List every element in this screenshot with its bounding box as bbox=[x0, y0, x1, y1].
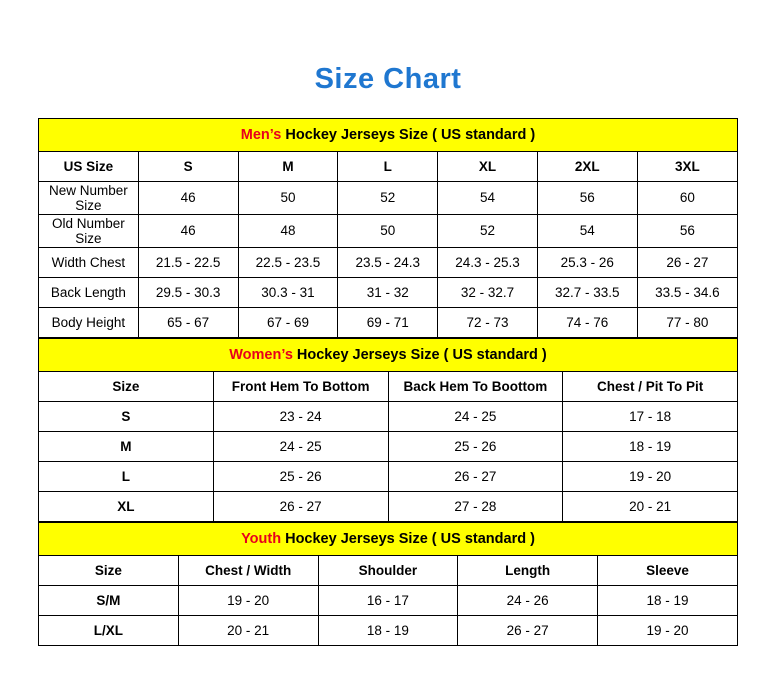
table-row bbox=[39, 181, 738, 214]
mens-row-0-label: New Number Size bbox=[39, 181, 139, 214]
table-row bbox=[39, 401, 738, 431]
womens-row-3-label: XL bbox=[39, 491, 214, 521]
mens-row-1-cell-4: 54 bbox=[537, 214, 637, 247]
womens-col-0: Size bbox=[39, 371, 214, 401]
table-header-row bbox=[39, 151, 738, 181]
mens-row-2-cell-4: 25.3 - 26 bbox=[537, 247, 637, 277]
mens-col-6: 3XL bbox=[637, 151, 737, 181]
mens-col-1: S bbox=[138, 151, 238, 181]
womens-row-1-cell-0: 24 - 25 bbox=[213, 431, 388, 461]
table-section-header-row bbox=[39, 338, 738, 371]
youth-heading-accent: Youth bbox=[241, 530, 282, 547]
mens-row-0-cell-3: 54 bbox=[438, 181, 538, 214]
youth-row-1-cell-3: 19 - 20 bbox=[598, 615, 738, 645]
page-title: Size Chart bbox=[314, 63, 462, 95]
mens-row-4-cell-2: 69 - 71 bbox=[338, 307, 438, 337]
tables-container bbox=[38, 118, 738, 646]
youth-col-0: Size bbox=[39, 555, 179, 585]
mens-row-1-cell-0: 46 bbox=[138, 214, 238, 247]
mens-row-4-cell-5: 77 - 80 bbox=[637, 307, 737, 337]
mens-section-heading bbox=[39, 118, 738, 151]
table-section-header-row bbox=[39, 522, 738, 555]
youth-row-1-cell-0: 20 - 21 bbox=[178, 615, 318, 645]
womens-row-0-cell-2: 17 - 18 bbox=[563, 401, 738, 431]
mens-row-0-cell-2: 52 bbox=[338, 181, 438, 214]
womens-row-0-label: S bbox=[39, 401, 214, 431]
mens-row-2-cell-5: 26 - 27 bbox=[637, 247, 737, 277]
womens-row-1-label: M bbox=[39, 431, 214, 461]
womens-row-1-cell-1: 25 - 26 bbox=[388, 431, 563, 461]
mens-row-1-cell-2: 50 bbox=[338, 214, 438, 247]
youth-row-1-cell-2: 26 - 27 bbox=[458, 615, 598, 645]
womens-row-3-cell-2: 20 - 21 bbox=[563, 491, 738, 521]
mens-heading-rest: Hockey Jerseys Size ( US standard ) bbox=[281, 126, 536, 143]
youth-row-1-label: L/XL bbox=[39, 615, 179, 645]
mens-row-3-label: Back Length bbox=[39, 277, 139, 307]
youth-row-0-label: S/M bbox=[39, 585, 179, 615]
youth-row-0-cell-2: 24 - 26 bbox=[458, 585, 598, 615]
table-header-row bbox=[39, 555, 738, 585]
table-row bbox=[39, 491, 738, 521]
mens-col-4: XL bbox=[438, 151, 538, 181]
mens-row-0-cell-0: 46 bbox=[138, 181, 238, 214]
womens-row-3-cell-1: 27 - 28 bbox=[388, 491, 563, 521]
mens-row-0-cell-5: 60 bbox=[637, 181, 737, 214]
table-row bbox=[39, 461, 738, 491]
table-row bbox=[39, 247, 738, 277]
mens-row-3-cell-1: 30.3 - 31 bbox=[238, 277, 338, 307]
mens-row-3-cell-5: 33.5 - 34.6 bbox=[637, 277, 737, 307]
womens-row-2-label: L bbox=[39, 461, 214, 491]
table-row bbox=[39, 615, 738, 645]
table-row bbox=[39, 585, 738, 615]
womens-heading-accent: Women’s bbox=[229, 346, 293, 363]
womens-row-1-cell-2: 18 - 19 bbox=[563, 431, 738, 461]
mens-col-3: L bbox=[338, 151, 438, 181]
womens-size-table bbox=[38, 338, 738, 522]
mens-row-1-label: Old Number Size bbox=[39, 214, 139, 247]
mens-row-2-cell-2: 23.5 - 24.3 bbox=[338, 247, 438, 277]
youth-size-table bbox=[38, 522, 738, 646]
womens-row-2-cell-2: 19 - 20 bbox=[563, 461, 738, 491]
youth-row-1-cell-1: 18 - 19 bbox=[318, 615, 458, 645]
womens-row-2-cell-1: 26 - 27 bbox=[388, 461, 563, 491]
womens-row-3-cell-0: 26 - 27 bbox=[213, 491, 388, 521]
mens-row-4-cell-3: 72 - 73 bbox=[438, 307, 538, 337]
mens-row-1-cell-5: 56 bbox=[637, 214, 737, 247]
mens-row-2-cell-3: 24.3 - 25.3 bbox=[438, 247, 538, 277]
mens-row-4-label: Body Height bbox=[39, 307, 139, 337]
mens-row-3-cell-0: 29.5 - 30.3 bbox=[138, 277, 238, 307]
table-row bbox=[39, 277, 738, 307]
mens-row-3-cell-2: 31 - 32 bbox=[338, 277, 438, 307]
table-row bbox=[39, 307, 738, 337]
womens-row-0-cell-0: 23 - 24 bbox=[213, 401, 388, 431]
youth-col-1: Chest / Width bbox=[178, 555, 318, 585]
youth-row-0-cell-3: 18 - 19 bbox=[598, 585, 738, 615]
mens-row-0-cell-4: 56 bbox=[537, 181, 637, 214]
youth-col-2: Shoulder bbox=[318, 555, 458, 585]
womens-row-0-cell-1: 24 - 25 bbox=[388, 401, 563, 431]
mens-row-3-cell-4: 32.7 - 33.5 bbox=[537, 277, 637, 307]
mens-row-2-label: Width Chest bbox=[39, 247, 139, 277]
mens-row-1-cell-3: 52 bbox=[438, 214, 538, 247]
womens-col-2: Back Hem To Boottom bbox=[388, 371, 563, 401]
mens-row-2-cell-1: 22.5 - 23.5 bbox=[238, 247, 338, 277]
mens-col-2: M bbox=[238, 151, 338, 181]
mens-row-4-cell-4: 74 - 76 bbox=[537, 307, 637, 337]
youth-row-0-cell-1: 16 - 17 bbox=[318, 585, 458, 615]
womens-col-3: Chest / Pit To Pit bbox=[563, 371, 738, 401]
mens-row-3-cell-3: 32 - 32.7 bbox=[438, 277, 538, 307]
mens-col-0: US Size bbox=[39, 151, 139, 181]
table-header-row bbox=[39, 371, 738, 401]
mens-row-2-cell-0: 21.5 - 22.5 bbox=[138, 247, 238, 277]
youth-heading-rest: Hockey Jerseys Size ( US standard ) bbox=[281, 530, 535, 547]
womens-col-1: Front Hem To Bottom bbox=[213, 371, 388, 401]
mens-size-table bbox=[38, 118, 738, 338]
youth-section-heading bbox=[39, 522, 738, 555]
youth-col-3: Length bbox=[458, 555, 598, 585]
mens-heading-accent: Men’s bbox=[240, 126, 282, 143]
table-section-header-row bbox=[39, 118, 738, 151]
youth-col-4: Sleeve bbox=[598, 555, 738, 585]
mens-row-1-cell-1: 48 bbox=[238, 214, 338, 247]
womens-heading-rest: Hockey Jerseys Size ( US standard ) bbox=[292, 346, 547, 363]
mens-row-4-cell-1: 67 - 69 bbox=[238, 307, 338, 337]
table-row bbox=[39, 431, 738, 461]
table-row bbox=[39, 214, 738, 247]
mens-row-0-cell-1: 50 bbox=[238, 181, 338, 214]
mens-row-4-cell-0: 65 - 67 bbox=[138, 307, 238, 337]
womens-row-2-cell-0: 25 - 26 bbox=[213, 461, 388, 491]
youth-row-0-cell-0: 19 - 20 bbox=[178, 585, 318, 615]
womens-section-heading bbox=[39, 338, 738, 371]
mens-col-5: 2XL bbox=[537, 151, 637, 181]
